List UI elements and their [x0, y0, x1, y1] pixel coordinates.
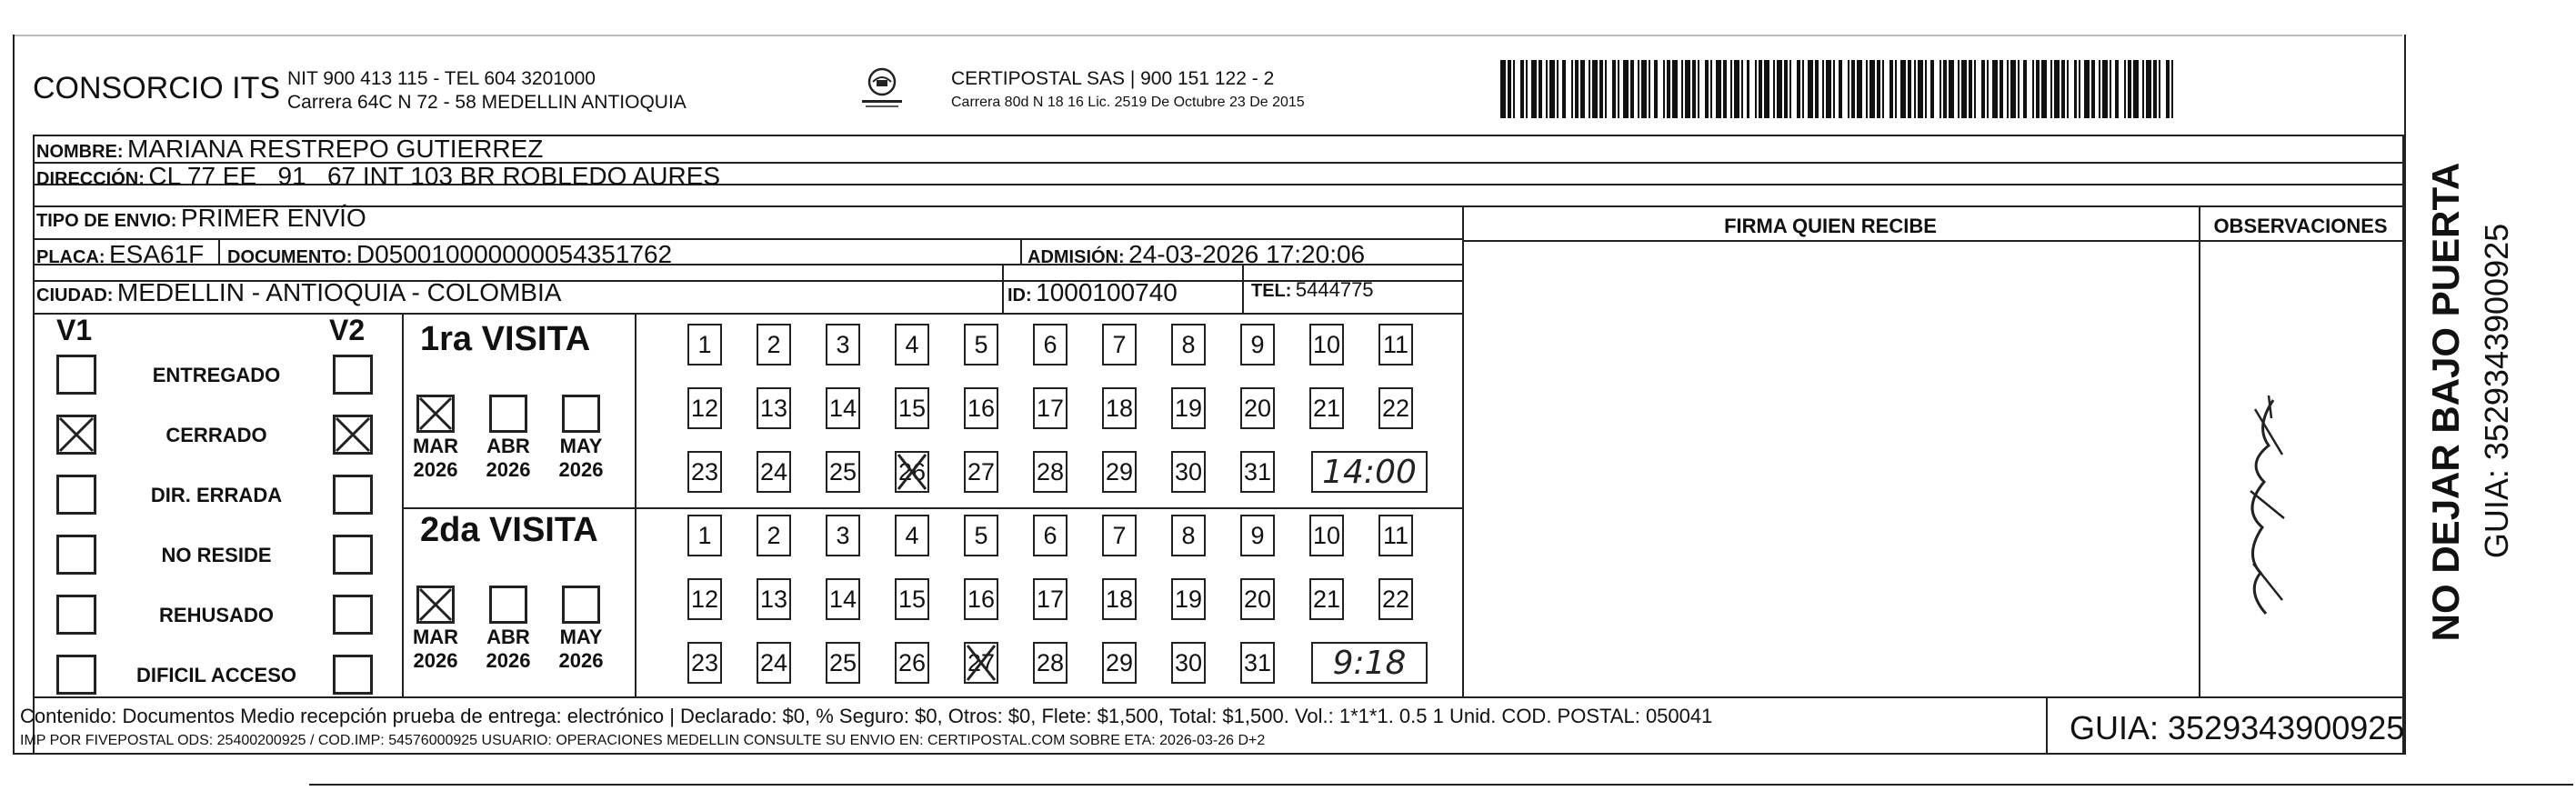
tipo-label: TIPO DE ENVIO: — [36, 211, 177, 231]
company-name: CONSORCIO ITS — [33, 71, 281, 105]
v2-checkbox-rehusado[interactable] — [333, 595, 373, 635]
rule — [402, 315, 404, 696]
first-visit-day-20[interactable]: 20 — [1240, 387, 1275, 429]
second-visit-day-22[interactable]: 22 — [1378, 578, 1413, 620]
ciudad-row — [36, 278, 561, 307]
second-visit-day-26[interactable]: 26 — [895, 642, 929, 684]
admision-label: ADMISIÓN: — [1027, 247, 1125, 267]
second-visit-day-1[interactable]: 1 — [687, 515, 722, 556]
first-visit-day-23[interactable]: 23 — [687, 451, 722, 493]
second-visit-day-9[interactable]: 9 — [1240, 515, 1275, 556]
first-visit-day-2[interactable]: 2 — [757, 324, 791, 365]
footer-guia: GUIA: 3529343900925 — [2070, 709, 2405, 746]
second-visit-month-label-mar: MAR 2026 — [412, 626, 459, 672]
second-visit-day-24[interactable]: 24 — [757, 642, 791, 684]
rule — [2402, 135, 2404, 753]
second-visit-title: 2da VISITA — [420, 511, 598, 549]
rule — [33, 135, 35, 753]
v2-header: V2 — [329, 314, 366, 346]
footer-print-info: IMP POR FIVEPOSTAL ODS: 25400200925 / COD.IMP: 54576000925 USUARIO: OPERACIONES MEDELLIN CONSULTE SU ENVIO EN: CERTIPOSTAL.COM SOBRE ETA: 2026-03-26 D+2 — [20, 733, 1266, 748]
first-visit-day-check-mark — [897, 453, 927, 491]
second-visit-time: 9:18 — [1311, 642, 1428, 684]
second-visit-day-19[interactable]: 19 — [1171, 578, 1206, 620]
first-visit-day-14[interactable]: 14 — [826, 387, 860, 429]
second-visit-day-4[interactable]: 4 — [895, 515, 929, 556]
first-visit-day-28[interactable]: 28 — [1033, 451, 1067, 493]
side-notice: NO DEJAR BAJO PUERTA — [2424, 162, 2467, 642]
first-visit-day-1[interactable]: 1 — [687, 324, 722, 365]
first-visit-day-24[interactable]: 24 — [757, 451, 791, 493]
first-visit-day-18[interactable]: 18 — [1102, 387, 1137, 429]
second-visit-month-box-abr[interactable] — [489, 586, 527, 624]
v1-checkbox-no-reside[interactable] — [56, 535, 96, 575]
second-visit-day-27[interactable]: 27 — [964, 642, 998, 684]
rule — [218, 238, 220, 264]
documento-value: D050010000000054351762 — [356, 240, 673, 268]
first-visit-title: 1ra VISITA — [420, 320, 591, 358]
nombre-label: NOMBRE: — [36, 142, 124, 162]
second-visit-day-13[interactable]: 13 — [757, 578, 791, 620]
barcode — [1500, 60, 2178, 118]
first-visit-day-9[interactable]: 9 — [1240, 324, 1275, 365]
second-visit-month-box-may[interactable] — [562, 586, 600, 624]
second-visit-month-label-may: MAY 2026 — [558, 626, 604, 672]
rule — [1002, 264, 1004, 280]
second-visit-day-18[interactable]: 18 — [1102, 578, 1137, 620]
admision-value: 24-03-2026 17:20:06 — [1128, 240, 1366, 268]
first-visit-day-15[interactable]: 15 — [895, 387, 929, 429]
second-visit-day-20[interactable]: 20 — [1240, 578, 1275, 620]
rule — [33, 313, 1462, 315]
tel-label: TEL: — [1251, 281, 1292, 301]
second-visit-day-14[interactable]: 14 — [826, 578, 860, 620]
second-visit-day-3[interactable]: 3 — [826, 515, 860, 556]
first-visit-day-4[interactable]: 4 — [895, 324, 929, 365]
id-value: 1000100740 — [1036, 278, 1178, 306]
rule — [1462, 240, 2402, 242]
first-visit-month-check-mark — [418, 396, 453, 431]
tipo-row — [36, 204, 366, 233]
rule — [402, 507, 1462, 509]
placa-label: PLACA: — [36, 247, 105, 267]
second-visit-day-15[interactable]: 15 — [895, 578, 929, 620]
company-nit: NIT 900 413 115 - TEL 604 3201000 — [287, 68, 596, 89]
direccion-value: CL 77 EE 91 67 INT 103 BR ROBLEDO AURES — [148, 162, 721, 190]
first-visit-day-10[interactable]: 10 — [1309, 324, 1344, 365]
v1-checkbox-dificil-acceso[interactable] — [56, 655, 96, 695]
first-visit-month-label-mar: MAR 2026 — [412, 435, 459, 481]
first-visit-day-3[interactable]: 3 — [826, 324, 860, 365]
v2-checkbox-dificil-acceso[interactable] — [333, 655, 373, 695]
rule — [2199, 205, 2200, 696]
second-visit-day-28[interactable]: 28 — [1033, 642, 1067, 684]
first-visit-day-6[interactable]: 6 — [1033, 324, 1067, 365]
second-visit-day-25[interactable]: 25 — [826, 642, 860, 684]
second-visit-day-30[interactable]: 30 — [1171, 642, 1206, 684]
v1-checkbox-entregado[interactable] — [56, 355, 96, 395]
status-label-cerrado: CERRADO — [165, 424, 267, 446]
direccion-row — [36, 162, 720, 191]
first-visit-day-17[interactable]: 17 — [1033, 387, 1067, 429]
status-label-dir-errada: DIR. ERRADA — [150, 484, 283, 506]
nombre-value: MARIANA RESTREPO GUTIERREZ — [127, 135, 544, 163]
rule — [635, 315, 636, 696]
nombre-row — [36, 135, 543, 164]
rule — [1462, 205, 1464, 696]
footer-content: Contenido: Documentos Medio recepción prueba de entrega: electrónico | Declarado: $0, % Seguro: $0, Otros: $0, Flete: $1,500, Total: $1,500. Vol.: 1*1*1. 0.5 1 Unid. COD. POSTAL: 050041 — [20, 705, 1713, 727]
first-visit-day-22[interactable]: 22 — [1378, 387, 1413, 429]
first-visit-day-5[interactable]: 5 — [964, 324, 998, 365]
carrier-license: Carrera 80d N 18 16 Lic. 2519 De Octubre 23 De 2015 — [951, 95, 1305, 110]
placa-row — [36, 240, 204, 269]
first-visit-day-7[interactable]: 7 — [1102, 324, 1137, 365]
rule — [1242, 280, 1244, 313]
first-visit-month-box-abr[interactable] — [489, 395, 527, 433]
side-guia: GUIA: 3529343900925 — [2478, 223, 2515, 559]
rule — [33, 205, 2402, 207]
second-visit-day-12[interactable]: 12 — [687, 578, 722, 620]
first-visit-day-29[interactable]: 29 — [1102, 451, 1137, 493]
firma-header: FIRMA QUIEN RECIBE — [1724, 215, 1937, 237]
first-visit-day-12[interactable]: 12 — [687, 387, 722, 429]
second-visit-day-2[interactable]: 2 — [757, 515, 791, 556]
second-visit-day-7[interactable]: 7 — [1102, 515, 1137, 556]
status-label-no-reside: NO RESIDE — [161, 544, 272, 566]
second-visit-day-5[interactable]: 5 — [964, 515, 998, 556]
certipostal-logo-icon — [855, 64, 909, 111]
ciudad-label: CIUDAD: — [36, 285, 114, 305]
first-visit-day-30[interactable]: 30 — [1171, 451, 1206, 493]
second-visit-day-29[interactable]: 29 — [1102, 642, 1137, 684]
status-label-entregado: ENTREGADO — [152, 364, 281, 386]
first-visit-day-16[interactable]: 16 — [964, 387, 998, 429]
carrier-name: CERTIPOSTAL SAS | 900 151 122 - 2 — [951, 68, 1275, 89]
id-label: ID: — [1007, 285, 1032, 305]
id-row — [1007, 278, 1178, 307]
ciudad-value: MEDELLIN - ANTIOQUIA - COLOMBIA — [116, 278, 562, 306]
v2-checkbox-dir-errada[interactable] — [333, 475, 373, 515]
second-visit-day-21[interactable]: 21 — [1309, 578, 1344, 620]
bottom-cut-line — [309, 784, 2573, 786]
first-visit-time: 14:00 — [1311, 451, 1428, 493]
second-visit-day-31[interactable]: 31 — [1240, 642, 1275, 684]
second-visit-day-check-mark — [966, 644, 997, 682]
first-visit-day-21[interactable]: 21 — [1309, 387, 1344, 429]
v1-header: V1 — [56, 314, 93, 346]
first-visit-day-19[interactable]: 19 — [1171, 387, 1206, 429]
rule — [2046, 696, 2048, 753]
rule — [1020, 238, 1022, 264]
tel-row — [1251, 278, 1374, 302]
documento-label: DOCUMENTO: — [227, 247, 353, 267]
second-visit-day-10[interactable]: 10 — [1309, 515, 1344, 556]
company-address: Carrera 64C N 72 - 58 MEDELLIN ANTIOQUIA — [287, 92, 687, 113]
first-visit-day-13[interactable]: 13 — [757, 387, 791, 429]
v1-checkbox-rehusado[interactable] — [56, 595, 96, 635]
v2-checkbox-no-reside[interactable] — [333, 535, 373, 575]
status-label-dificil-acceso: DIFICIL ACCESO — [135, 664, 296, 686]
tel-value: 5444775 — [1295, 278, 1374, 301]
second-visit-month-check-mark — [418, 587, 453, 622]
v1-checkbox-dir-errada[interactable] — [56, 475, 96, 515]
first-visit-day-25[interactable]: 25 — [826, 451, 860, 493]
second-visit-day-11[interactable]: 11 — [1378, 515, 1413, 556]
placa-value: ESA61F — [109, 240, 205, 268]
tipo-value: PRIMER ENVÍO — [180, 204, 366, 232]
first-visit-month-label-may: MAY 2026 — [558, 435, 604, 481]
documento-row — [227, 240, 672, 269]
status-label-rehusado: REHUSADO — [159, 604, 274, 626]
second-visit-day-16[interactable]: 16 — [964, 578, 998, 620]
second-visit-day-8[interactable]: 8 — [1171, 515, 1206, 556]
signature-mark — [2219, 391, 2310, 627]
v2-check-mark — [335, 416, 371, 453]
rule — [1002, 280, 1004, 313]
first-visit-day-26[interactable]: 26 — [895, 451, 929, 493]
carrier-info — [951, 67, 1305, 115]
observaciones-header: OBSERVACIONES — [2213, 215, 2388, 237]
first-visit-day-27[interactable]: 27 — [964, 451, 998, 493]
first-visit-day-11[interactable]: 11 — [1378, 324, 1413, 365]
company-info — [287, 67, 687, 115]
v2-checkbox-entregado[interactable] — [333, 355, 373, 395]
first-visit-day-31[interactable]: 31 — [1240, 451, 1275, 493]
second-visit-day-17[interactable]: 17 — [1033, 578, 1067, 620]
first-visit-month-box-may[interactable] — [562, 395, 600, 433]
second-visit-day-6[interactable]: 6 — [1033, 515, 1067, 556]
first-visit-day-8[interactable]: 8 — [1171, 324, 1206, 365]
v1-check-mark — [58, 416, 95, 453]
second-visit-month-label-abr: ABR 2026 — [486, 626, 531, 672]
admision-row — [1027, 240, 1365, 269]
second-visit-day-23[interactable]: 23 — [687, 642, 722, 684]
first-visit-month-label-abr: ABR 2026 — [486, 435, 531, 481]
direccion-label: DIRECCIÓN: — [36, 169, 145, 189]
